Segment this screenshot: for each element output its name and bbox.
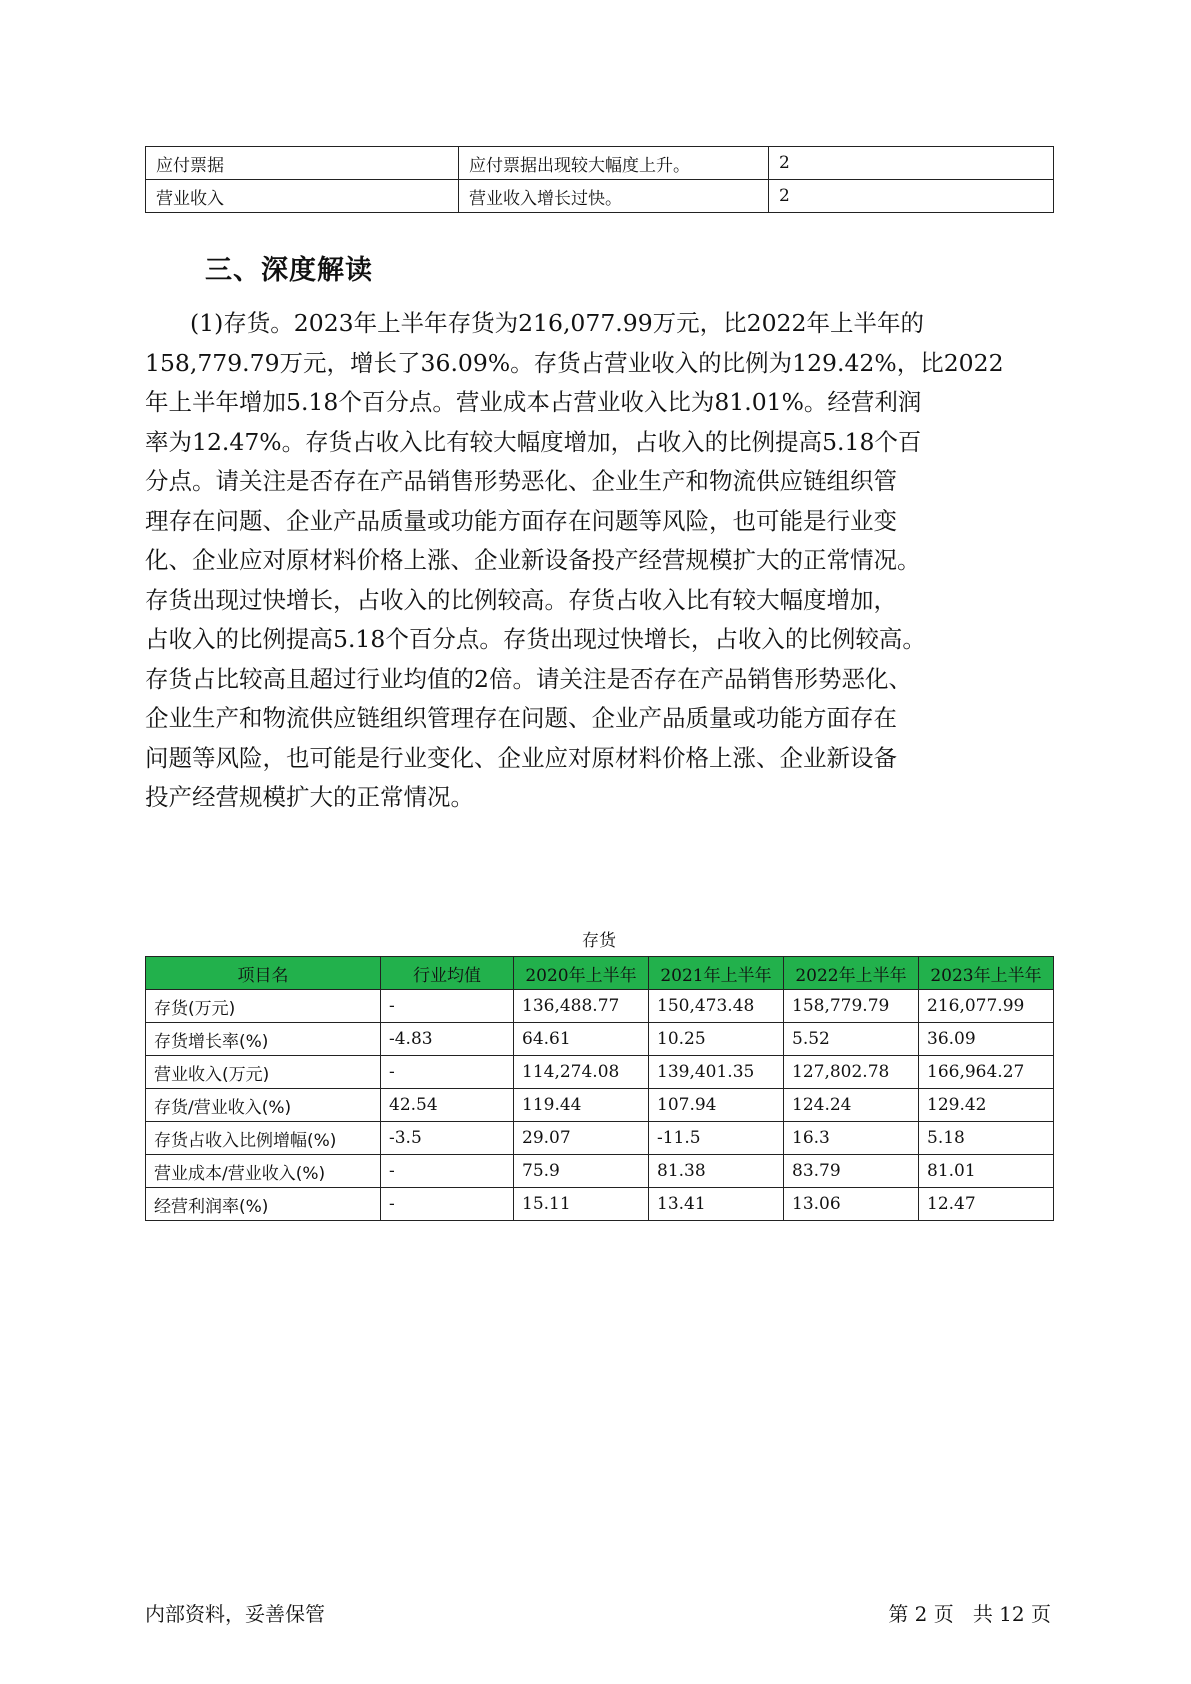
header-2020: 2020年上半年 (514, 957, 649, 990)
paragraph-line: 企业生产和物流供应链组织管理存在问题、企业产品质量或功能方面存在 (145, 704, 897, 732)
page-number: 第 2 页 共 12 页 (888, 1602, 1051, 1626)
paragraph-line: 占收入的比例提高5.18个百分点。存货出现过快增长，占收入的比例较高。 (145, 625, 926, 653)
table-row (146, 1188, 1054, 1221)
risk-score-cell: 2 (769, 180, 1054, 213)
paragraph-line: 存货占比较高且超过行业均值的2倍。请关注是否存在产品销售形势恶化、 (145, 664, 912, 693)
header-industry-avg: 行业均值 (381, 957, 514, 990)
value-2020: 119.44 (514, 1089, 649, 1122)
value-2023: 5.18 (919, 1122, 1054, 1155)
row-label: 营业收入(万元) (146, 1056, 381, 1089)
value-2020: 29.07 (514, 1122, 649, 1155)
value-2022: 16.3 (784, 1122, 919, 1155)
header-2021: 2021年上半年 (649, 957, 784, 990)
value-2021: 81.38 (649, 1155, 784, 1188)
table-header-row (146, 957, 1054, 990)
value-2021: 10.25 (649, 1023, 784, 1056)
value-2020: 136,488.77 (514, 990, 649, 1023)
value-2021: -11.5 (649, 1122, 784, 1155)
risk-summary-table (145, 146, 1054, 213)
value-2023: 216,077.99 (919, 990, 1054, 1023)
industry-avg-cell: - (381, 990, 514, 1023)
paragraph-line: 年上半年增加5.18个百分点。营业成本占营业收入比为81.01%。经营利润 (145, 388, 922, 416)
paragraph-line: 存货出现过快增长，占收入的比例较高。存货占收入比有较大幅度增加， (145, 585, 897, 614)
header-2023: 2023年上半年 (919, 957, 1054, 990)
value-2020: 15.11 (514, 1188, 649, 1221)
value-2021: 13.41 (649, 1188, 784, 1221)
value-2023: 129.42 (919, 1089, 1054, 1122)
paragraph-line: (1)存货。2023年上半年存货为216,077.99万元，比2022年上半年的 (190, 309, 924, 337)
table-row (146, 147, 1054, 180)
value-2022: 13.06 (784, 1188, 919, 1221)
row-label: 经营利润率(%) (146, 1188, 381, 1221)
header-item-name: 项目名 (146, 957, 381, 990)
value-2020: 75.9 (514, 1155, 649, 1188)
table-row (146, 1023, 1054, 1056)
table-row (146, 180, 1054, 213)
risk-item-cell: 营业收入 (146, 180, 459, 213)
value-2023: 81.01 (919, 1155, 1054, 1188)
analysis-paragraph (145, 304, 1055, 818)
section-title: 三、深度解读 (205, 255, 373, 286)
value-2022: 83.79 (784, 1155, 919, 1188)
paragraph-line: 化、企业应对原材料价格上涨、企业新设备投产经营规模扩大的正常情况。 (145, 546, 921, 574)
value-2020: 114,274.08 (514, 1056, 649, 1089)
industry-avg-cell: - (381, 1155, 514, 1188)
table-row (146, 1089, 1054, 1122)
industry-avg-cell: -4.83 (381, 1023, 514, 1056)
risk-desc-cell: 应付票据出现较大幅度上升。 (459, 147, 769, 180)
value-2023: 36.09 (919, 1023, 1054, 1056)
paragraph-line: 理存在问题、企业产品质量或功能方面存在问题等风险，也可能是行业变 (145, 506, 897, 535)
paragraph-line: 率为12.47%。存货占收入比有较大幅度增加，占收入的比例提高5.18个百 (145, 427, 922, 456)
paragraph-line: 分点。请关注是否存在产品销售形势恶化、企业生产和物流供应链组织管 (145, 467, 897, 495)
value-2021: 139,401.35 (649, 1056, 784, 1089)
industry-avg-cell: -3.5 (381, 1122, 514, 1155)
value-2022: 5.52 (784, 1023, 919, 1056)
table-caption: 存货 (582, 931, 616, 951)
header-2022: 2022年上半年 (784, 957, 919, 990)
paragraph-line: 问题等风险，也可能是行业变化、企业应对原材料价格上涨、企业新设备 (145, 743, 897, 772)
row-label: 存货/营业收入(%) (146, 1089, 381, 1122)
table-row (146, 1155, 1054, 1188)
value-2023: 12.47 (919, 1188, 1054, 1221)
value-2021: 150,473.48 (649, 990, 784, 1023)
risk-score-cell: 2 (769, 147, 1054, 180)
industry-avg-cell: - (381, 1188, 514, 1221)
industry-avg-cell: - (381, 1056, 514, 1089)
value-2023: 166,964.27 (919, 1056, 1054, 1089)
value-2022: 127,802.78 (784, 1056, 919, 1089)
value-2022: 124.24 (784, 1089, 919, 1122)
table-row (146, 1056, 1054, 1089)
row-label: 营业成本/营业收入(%) (146, 1155, 381, 1188)
industry-avg-cell: 42.54 (381, 1089, 514, 1122)
inventory-table (145, 956, 1054, 1221)
value-2021: 107.94 (649, 1089, 784, 1122)
row-label: 存货增长率(%) (146, 1023, 381, 1056)
paragraph-line: 投产经营规模扩大的正常情况。 (145, 783, 474, 811)
risk-desc-cell: 营业收入增长过快。 (459, 180, 769, 213)
footer-confidential: 内部资料，妥善保管 (145, 1602, 325, 1626)
table-row (146, 990, 1054, 1023)
row-label: 存货(万元) (146, 990, 381, 1023)
paragraph-line: 158,779.79万元，增长了36.09%。存货占营业收入的比例为129.42%，比2022 (145, 348, 1004, 377)
table-row (146, 1122, 1054, 1155)
risk-item-cell: 应付票据 (146, 147, 459, 180)
value-2020: 64.61 (514, 1023, 649, 1056)
row-label: 存货占收入比例增幅(%) (146, 1122, 381, 1155)
value-2022: 158,779.79 (784, 990, 919, 1023)
